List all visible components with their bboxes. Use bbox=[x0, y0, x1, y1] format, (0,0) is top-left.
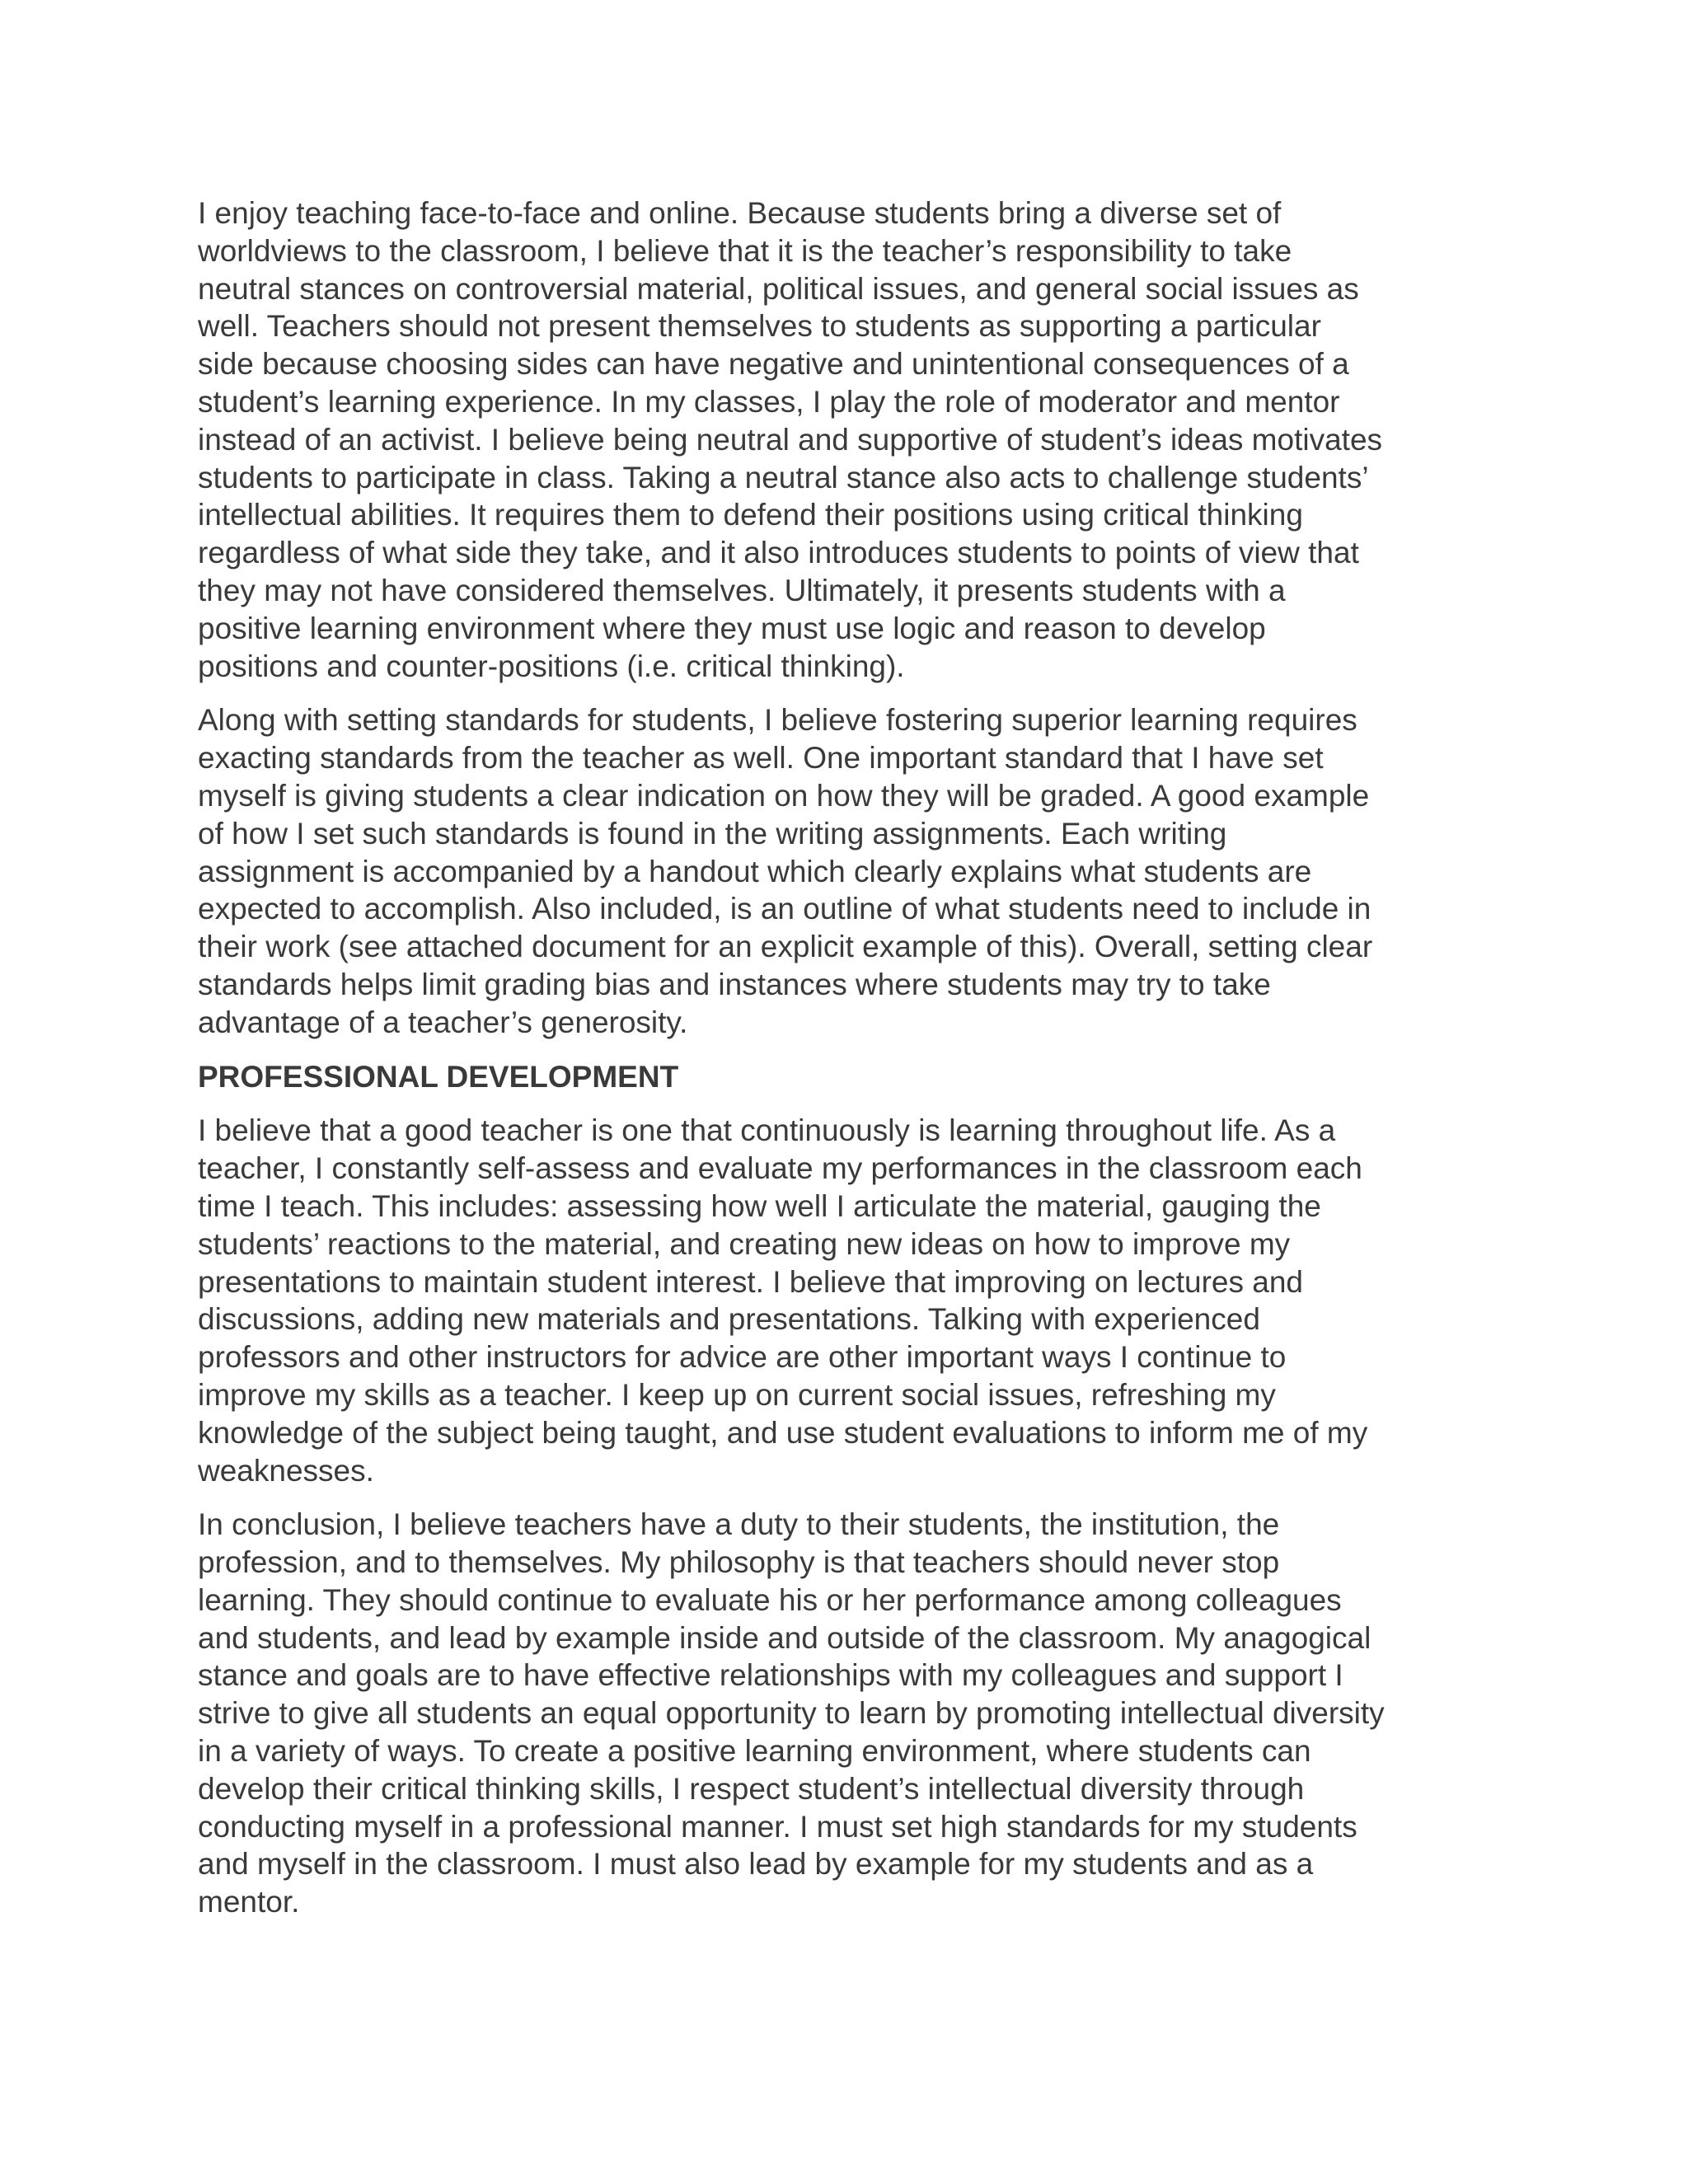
paragraph-teacher-standards: Along with setting standards for students, I believe fostering superior learning requires exacting standards from the teacher as well. One important standard that I have set myself is giving students a clear indication on how they will be graded. A good example of how I set such standards is found in the writing assignments. Each writing assignment is accompanied by a handout which clearly explains what students are expected to accomplish. Also included, is an outline of what students need to include in their work (see attached document for an explicit example of this). Overall, setting clear standards helps limit grading bias and instances where students may try to take advantage of a teacher’s generosity. bbox=[198, 703, 1373, 1039]
section-heading: PROFESSIONAL DEVELOPMENT bbox=[198, 1059, 679, 1094]
paragraph-spacer bbox=[198, 1489, 1484, 1506]
paragraph-conclusion: In conclusion, I believe teachers have a duty to their students, the institution, the profession, and to themselves. My philosophy is that teachers should never stop learning. They should continue to evaluate his or her performance among colleagues and students, and lead by example inside and outside of the classroom. My anagogical stance and goals are to have effective relationships with my colleagues and support I strive to give all students an equal opportunity to learn by promoting intellectual diversity in a variety of ways. To create a positive learning environment, where students can develop their critical thinking skills, I respect student’s intellectual diversity through conducting myself in a professional manner. I must set high standards for my students and myself in the classroom. I must also lead by example for my students and as a mentor. bbox=[198, 1507, 1385, 1919]
paragraph-professional-development: I believe that a good teacher is one that continuously is learning throughout life. As a teacher, I constantly self-assess and evaluate my performances in the classroom each time I teach. This includes: assessing how well I articulate the material, gauging the students’ reactions to the material, and creating new ideas on how to improve my presentations to maintain student interest. I believe that improving on lectures and discussions, adding new materials and presentations. Talking with experienced professors and other instructors for advice are other important ways I continue to improve my skills as a teacher. I keep up on current social issues, refreshing my knowledge of the subject being taught, and use student evaluations to inform me of my weaknesses. bbox=[198, 1113, 1368, 1488]
document-page bbox=[198, 194, 1484, 1921]
paragraph-spacer bbox=[198, 685, 1484, 701]
paragraph-spacer bbox=[198, 1042, 1484, 1058]
paragraph-teaching-neutrality: I enjoy teaching face-to-face and online. Because students bring a diverse set of worldviews to the classroom, I believe that it is the teacher’s responsibility to take neutral stances on controversial material, political issues, and general social issues as well. Teachers should not present themselves to students as supporting a particular side because choosing sides can have negative and unintentional consequences of a student’s learning experience. In my classes, I play the role of moderator and mentor instead of an activist. I believe being neutral and supportive of student’s ideas motivates students to participate in class. Taking a neutral stance also acts to challenge students’ intellectual abilities. It requires them to defend their positions using critical thinking regardless of what side they take, and it also introduces students to points of view that they may not have considered themselves. Ultimately, it presents students with a positive learning environment where they must use logic and reason to develop positions and counter-positions (i.e. critical thinking). bbox=[198, 196, 1383, 683]
paragraph-spacer bbox=[198, 1095, 1484, 1112]
